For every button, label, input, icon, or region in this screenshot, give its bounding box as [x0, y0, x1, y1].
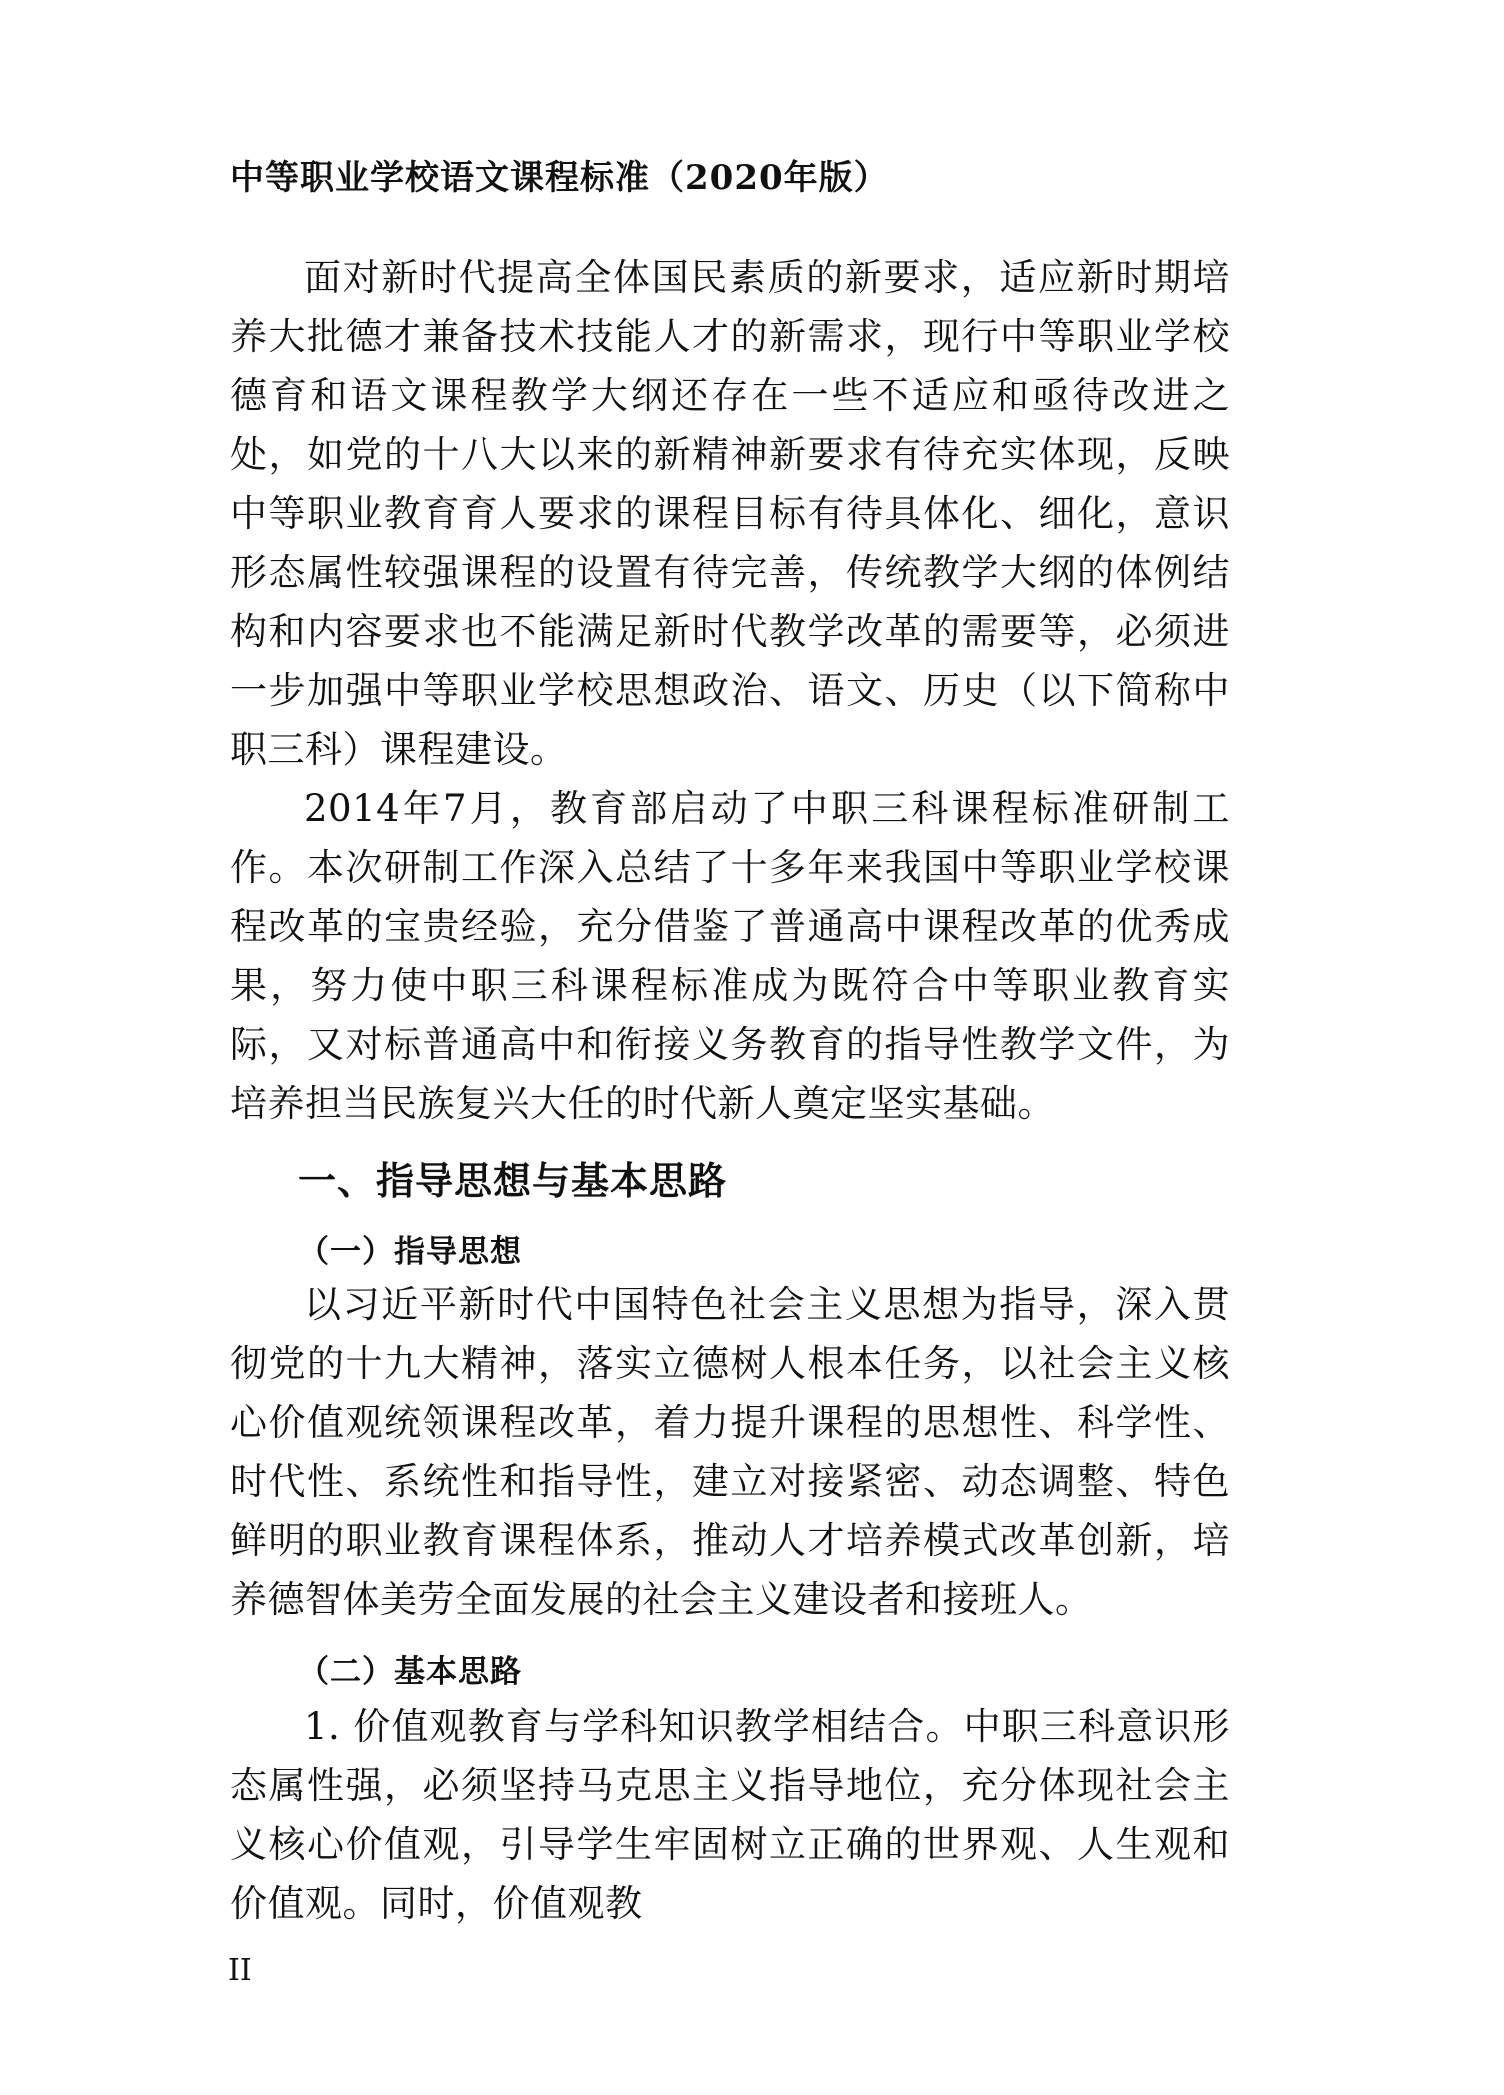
section-heading-guiding-ideology: 一、指导思想与基本思路 — [298, 1159, 728, 1203]
subsection-2-body — [230, 1697, 1230, 1933]
subsection-heading-basic-approach: （二）基本思路 — [298, 1654, 522, 1690]
intro-paragraph-2: 2014年7月，教育部启动了中职三科课程标准研制工作。本次研制工作深入总结了十多年来我国中等职业学校课程改革的宝贵经验，充分借鉴了普通高中课程改革的优秀成果，努力使中职三科课程标准成为既符合中等职业教育实际，又对标普通高中和衔接义务教育的指导性教学文件，为培养担当民族复兴大任的时代新人奠定坚实基础。 — [230, 787, 1230, 1125]
basic-approach-paragraph: 1. 价值观教育与学科知识教学相结合。中职三科意识形态属性强，必须坚持马克思主义指导地位，充分体现社会主义核心价值观，引导学生牢固树立正确的世界观、人生观和价值观。同时，价值观教 — [230, 1705, 1230, 1925]
subsection-heading-guiding-thought: （一）指导思想 — [298, 1234, 522, 1270]
intro-section — [230, 248, 1230, 1133]
intro-paragraph-1: 面对新时代提高全体国民素质的新要求，适应新时期培养大批德才兼备技术技能人才的新需求，现行中等职业学校德育和语文课程教学大纲还存在一些不适应和亟待改进之处，如党的十八大以来的新精神新要求有待充实体现，反映中等职业教育育人要求的课程目标有待具体化、细化，意识形态属性较强课程的设置有待完善，传统教学大纲的体例结构和内容要求也不能满足新时代教学改革的需要等，必须进一步加强中等职业学校思想政治、语文、历史（以下简称中职三科）课程建设。 — [230, 256, 1230, 771]
subsection-1-body — [230, 1275, 1230, 1629]
page-number: II — [228, 1953, 252, 1988]
guiding-thought-paragraph: 以习近平新时代中国特色社会主义思想为指导，深入贯彻党的十九大精神，落实立德树人根本任务，以社会主义核心价值观统领课程改革，着力提升课程的思想性、科学性、时代性、系统性和指导性，建立对接紧密、动态调整、特色鲜明的职业教育课程体系，推动人才培养模式改革创新，培养德智体美劳全面发展的社会主义建设者和接班人。 — [230, 1283, 1230, 1621]
document-title: 中等职业学校语文课程标准（2020年版） — [230, 158, 889, 198]
